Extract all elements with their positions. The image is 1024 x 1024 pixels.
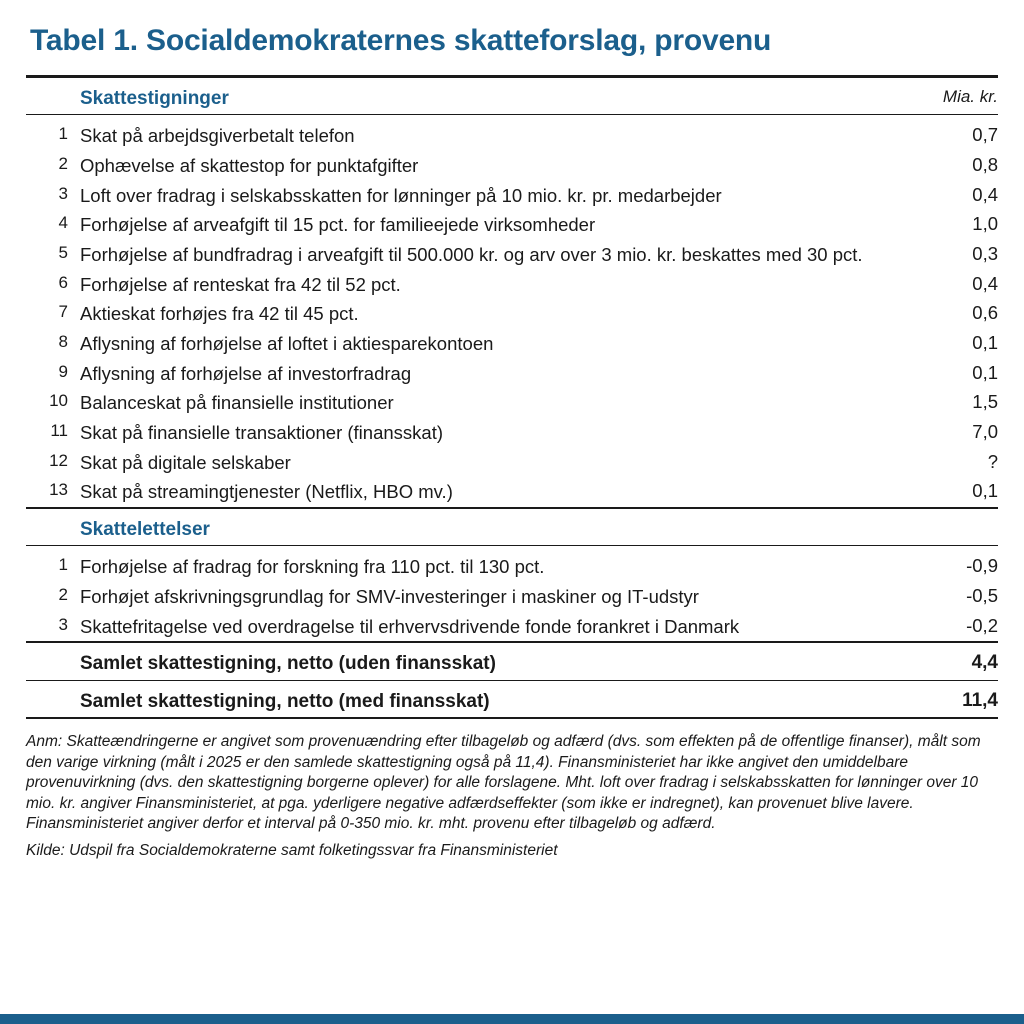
row-text: Skattefritagelse ved overdragelse til erhvervsdrivende fonde forankret i Danmark — [80, 615, 740, 637]
page-title: Tabel 1. Socialdemokraternes skatteforslag, provenu — [30, 24, 772, 57]
row-value: 1,0 — [972, 213, 998, 235]
row-number: 12 — [49, 450, 68, 470]
row-value: 0,4 — [972, 183, 998, 205]
row-value: 0,4 — [972, 272, 998, 294]
section-header-skattelettelser — [26, 515, 998, 546]
row-text: Aflysning af forhøjelse af investorfradrag — [80, 362, 412, 384]
table-row — [26, 121, 998, 151]
section-num-spacer — [26, 515, 80, 546]
row-value: -0,2 — [966, 614, 998, 636]
row-text: Loft over fradrag i selskabsskatten for lønninger på 10 mio. kr. pr. medarbejder — [80, 184, 722, 206]
table-row — [26, 612, 998, 643]
row-number: 9 — [58, 361, 68, 381]
table-row — [26, 582, 998, 612]
table-row — [26, 552, 998, 582]
row-number: 13 — [49, 480, 68, 500]
total-value: 11,4 — [962, 689, 998, 711]
total-label: Samlet skattestigning, netto (uden finansskat) — [80, 653, 496, 675]
row-value: 0,1 — [972, 332, 998, 354]
table-row — [26, 388, 998, 418]
section-label: Skattelettelser — [80, 519, 210, 541]
row-number: 8 — [58, 332, 68, 352]
row-number: 7 — [58, 302, 68, 322]
section-unit-spacer — [912, 515, 998, 546]
row-value: ? — [987, 450, 998, 472]
row-value: 0,3 — [972, 243, 998, 264]
row-value: 7,0 — [972, 421, 998, 443]
row-text: Forhøjelse af renteskat fra 42 til 52 pct. — [80, 273, 401, 295]
row-text: Balanceskat på finansielle institutioner — [80, 392, 394, 414]
footer-accent-bar — [0, 1014, 1024, 1024]
table-row — [26, 240, 998, 270]
total-row-med-finansskat — [26, 687, 998, 718]
row-text: Forhøjet afskrivningsgrundlag for SMV-investeringer i maskiner og IT-udstyr — [80, 586, 699, 608]
row-number: 5 — [58, 243, 68, 262]
unit-header: Mia. kr. — [942, 87, 998, 106]
section-divider — [26, 508, 998, 515]
row-text: Skat på arbejdsgiverbetalt telefon — [80, 125, 355, 147]
row-number: 4 — [58, 213, 68, 233]
table-row — [26, 151, 998, 181]
table-bottom-rule — [26, 718, 998, 725]
row-value: 0,6 — [972, 302, 998, 324]
row-value: 0,8 — [972, 153, 998, 175]
row-number: 11 — [50, 421, 68, 441]
row-number: 1 — [58, 555, 68, 575]
table-row — [26, 477, 998, 508]
table-row — [26, 359, 998, 389]
row-text: Aflysning af forhøjelse af loftet i aktiesparekontoen — [80, 333, 494, 355]
row-number: 2 — [58, 153, 68, 173]
section-label: Skattestigninger — [80, 88, 229, 109]
table-row — [26, 418, 998, 448]
note-anm: Anm: Skatteændringerne er angivet som provenuændring efter tilbageløb og adfærd (dvs. som effekten på de offentlige finanser), målt som den varige virkning (målt i 2025 er den samlede skattestigning også på 11,4). Finansministeriet har ikke angivet den umiddelbare provenuvirkning (dvs. den skattestigning borgerne oplever) for alle forslagene. Mht. loft over fradrag i selskabsskatten for lønninger over 10 mio. kr. angiver Finansministeriet, at pga. yderligere negative adfærdseffekter (som ikke er indregnet), kan provenuet blive lavere. Finansministeriet angiver derfor et interval på 0-350 mio. kr. mht. provenu efter tilbageløb og adfærd. — [26, 733, 981, 833]
row-number: 10 — [49, 391, 68, 411]
table-top-rule — [26, 77, 998, 85]
section-header-skattestigninger — [26, 84, 998, 115]
table-row — [26, 270, 998, 300]
row-text: Skat på finansielle transaktioner (finansskat) — [80, 422, 443, 444]
table-row — [26, 210, 998, 240]
total-label: Samlet skattestigning, netto (med finansskat) — [80, 690, 490, 712]
section-num-spacer — [26, 84, 80, 115]
row-number: 3 — [58, 183, 68, 203]
total-num-spacer — [26, 649, 80, 680]
row-number: 6 — [58, 272, 68, 292]
note-kilde: Kilde: Udspil fra Socialdemokraterne samt folketingssvar fra Finansministeriet — [26, 842, 558, 860]
row-value: 0,7 — [972, 124, 998, 146]
table-row — [26, 299, 998, 329]
row-number: 1 — [58, 124, 68, 144]
row-value: -0,9 — [966, 555, 998, 577]
row-value: 1,5 — [972, 391, 998, 413]
row-text: Aktieskat forhøjes fra 42 til 45 pct. — [80, 303, 359, 325]
totals-top-rule — [26, 642, 998, 649]
total-row-uden-finansskat — [26, 649, 998, 680]
row-value: 0,1 — [972, 480, 998, 502]
row-number: 3 — [58, 614, 68, 634]
row-text: Skat på digitale selskaber — [80, 451, 291, 473]
table-row — [26, 448, 998, 478]
row-value: -0,5 — [966, 585, 998, 607]
row-value: 0,1 — [972, 361, 998, 383]
table-notes — [26, 732, 998, 862]
total-num-spacer — [26, 687, 80, 718]
table-row — [26, 329, 998, 359]
row-text: Forhøjelse af bundfradrag i arveafgift til 500.000 kr. og arv over 3 mio. kr. beskattes med 30 pct. — [80, 244, 863, 265]
table-row — [26, 181, 998, 211]
row-text: Forhøjelse af arveafgift til 15 pct. for familieejede virksomheder — [80, 214, 596, 236]
row-number: 2 — [58, 585, 68, 605]
row-text: Forhøjelse af fradrag for forskning fra 110 pct. til 130 pct. — [80, 556, 545, 578]
total-value: 4,4 — [971, 652, 998, 674]
row-text: Skat på streamingtjenester (Netflix, HBO mv.) — [80, 481, 453, 503]
provenu-table — [26, 75, 998, 725]
row-text: Ophævelse af skattestop for punktafgifter — [80, 154, 419, 176]
